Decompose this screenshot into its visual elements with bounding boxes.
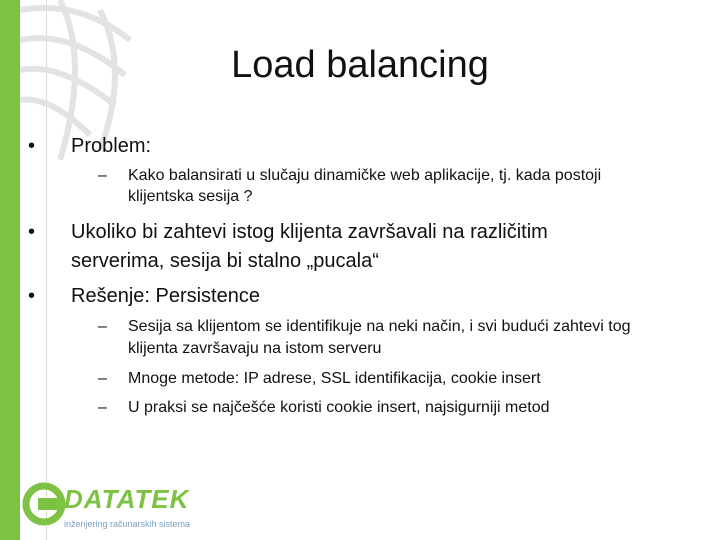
- bullet-text-line: Ukoliko bi zahtevi istog klijenta završavali na različitim: [71, 221, 548, 243]
- logo-tagline: inženjering računarskih sistema: [64, 519, 191, 529]
- sub-bullet-text: U praksi se najčešće koristi cookie insert, najsigurniji metod: [128, 399, 550, 416]
- sub-bullet-text-line: Kako balansirati u slučaju dinamičke web aplikacije, tj. kada postoji: [128, 167, 602, 184]
- bullet-text-line: serverima, sesija bi stalno „pucala“: [71, 250, 379, 272]
- bullet-text: Problem:: [71, 135, 152, 157]
- sub-bullet-text: Mnoge metode: IP adrese, SSL identifikacija, cookie insert: [128, 370, 541, 387]
- slide-title: Load balancing: [231, 44, 489, 86]
- sub-bullet-symbol: –: [98, 318, 107, 335]
- sub-bullet-text-line: klijentska sesija ?: [128, 188, 253, 205]
- sub-bullet-symbol: –: [98, 167, 107, 184]
- sub-bullet-symbol: –: [98, 370, 107, 387]
- logo-wordmark: DATATEK: [64, 484, 190, 514]
- bullet-symbol: •: [28, 285, 36, 307]
- bullet-symbol: •: [28, 221, 36, 243]
- sub-bullet-text-line: Sesija sa klijentom se identifikuje na neki način, i svi budući zahtevi tog: [128, 318, 631, 335]
- sub-bullet-text-line: klijenta završavaju na istom serveru: [128, 340, 382, 357]
- bullet-symbol: •: [28, 135, 36, 157]
- sub-bullet-symbol: –: [98, 399, 107, 416]
- bullet-text: Rešenje: Persistence: [71, 285, 260, 307]
